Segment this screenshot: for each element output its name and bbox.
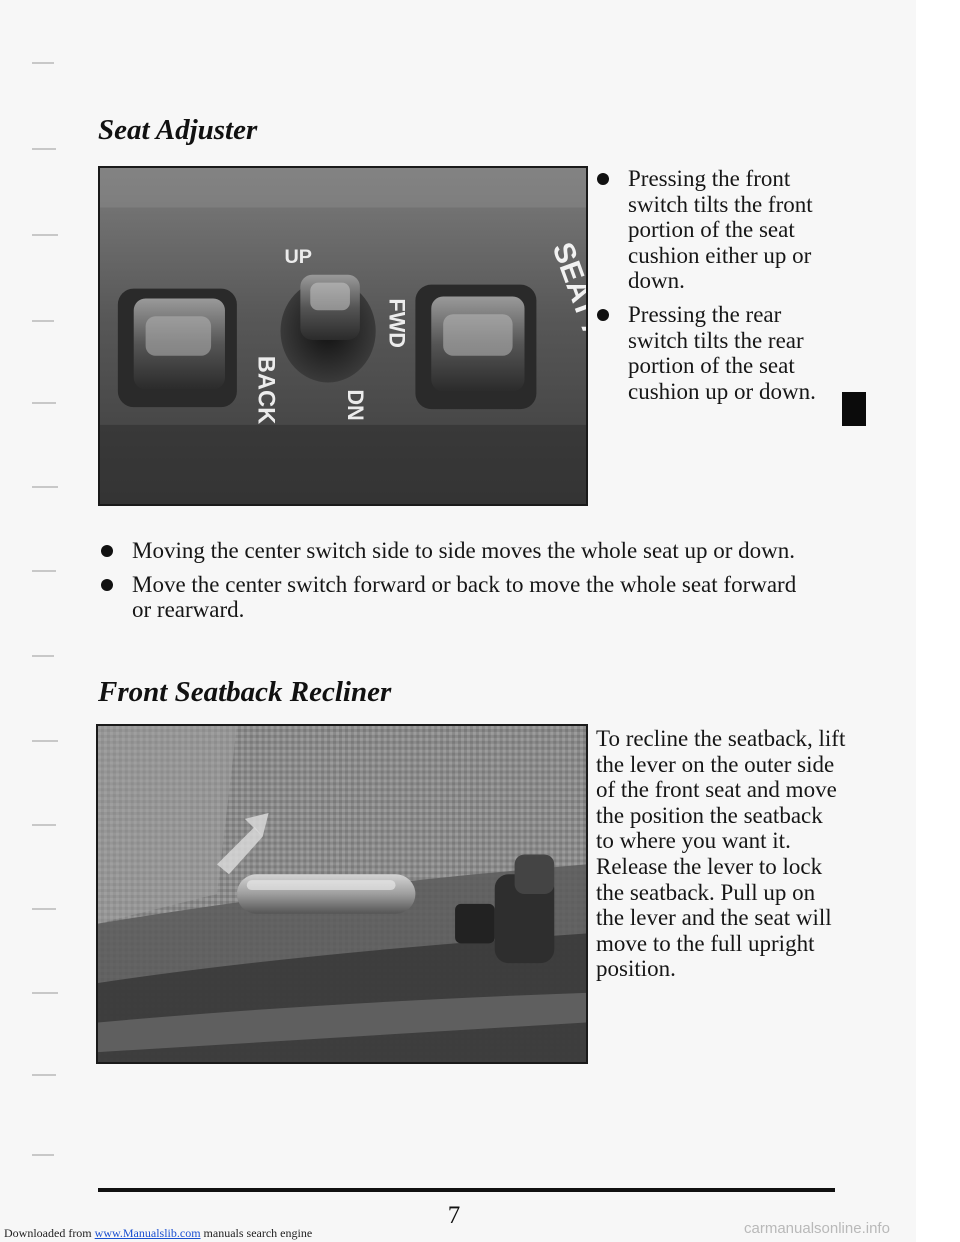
label-back: BACK bbox=[252, 355, 280, 425]
label-dn: DN bbox=[342, 389, 368, 421]
download-suffix: manuals search engine bbox=[203, 1226, 313, 1240]
bullet-dot bbox=[597, 309, 609, 321]
recliner-lever-photo bbox=[96, 724, 588, 1064]
margin-tick bbox=[32, 570, 56, 572]
margin-tick bbox=[32, 234, 58, 236]
bullet-dot bbox=[597, 173, 609, 185]
margin-tick bbox=[32, 992, 58, 994]
margin-tick bbox=[32, 824, 56, 826]
margin-tick bbox=[32, 908, 56, 910]
bullet-rear-switch bbox=[594, 302, 846, 404]
margin-tick bbox=[32, 320, 54, 322]
margin-tick bbox=[32, 486, 58, 488]
bullet-text: Moving the center switch side to side moves the whole seat up or down. bbox=[132, 538, 796, 563]
download-banner bbox=[4, 1226, 312, 1241]
bullet-front-switch bbox=[594, 166, 846, 294]
bullet-text: Pressing the front switch tilts the front portion of the seat cushion either up or down. bbox=[628, 166, 813, 294]
seat-adjuster-side-text bbox=[594, 166, 846, 412]
download-prefix: Downloaded from bbox=[4, 1226, 92, 1240]
seatback-recliner-title: Front Seatback Recliner bbox=[98, 676, 392, 708]
bullet-center-fwd-back bbox=[98, 572, 798, 623]
margin-tick bbox=[32, 1074, 56, 1076]
margin-tick bbox=[32, 402, 56, 404]
margin-tick bbox=[32, 1154, 54, 1156]
label-fwd: FWD bbox=[384, 298, 410, 348]
margin-tick bbox=[32, 740, 58, 742]
margin-tick bbox=[32, 148, 56, 150]
label-up: UP bbox=[284, 245, 313, 268]
seat-adjuster-title: Seat Adjuster bbox=[98, 114, 258, 146]
bullet-dot bbox=[101, 579, 113, 591]
page-number: 7 bbox=[447, 1202, 461, 1229]
margin-tick bbox=[32, 655, 54, 657]
bullet-text: Pressing the rear switch tilts the rear portion of the seat cushion up or down. bbox=[628, 301, 816, 404]
footer-rule bbox=[98, 1188, 835, 1192]
bullet-dot bbox=[101, 545, 113, 557]
margin-tick bbox=[32, 62, 54, 64]
bullet-center-side bbox=[98, 538, 798, 564]
seat-adjuster-full-text bbox=[98, 538, 798, 631]
seat-switch-photo bbox=[98, 166, 588, 506]
watermark: carmanualsonline.info bbox=[744, 1220, 890, 1237]
recliner-body-text: To recline the seatback, lift the lever on the outer side of the front seat and move the position the seatback to where you want it. Release the lever to lock the seatback. Pull up on the lever and the seat will move to the full upright position. bbox=[596, 726, 846, 982]
bullet-text: Move the center switch forward or back to move the whole seat forward or rearward. bbox=[132, 571, 797, 623]
manualslib-link[interactable]: www.Manualslib.com bbox=[94, 1226, 201, 1240]
section-thumb-tab bbox=[842, 392, 866, 426]
